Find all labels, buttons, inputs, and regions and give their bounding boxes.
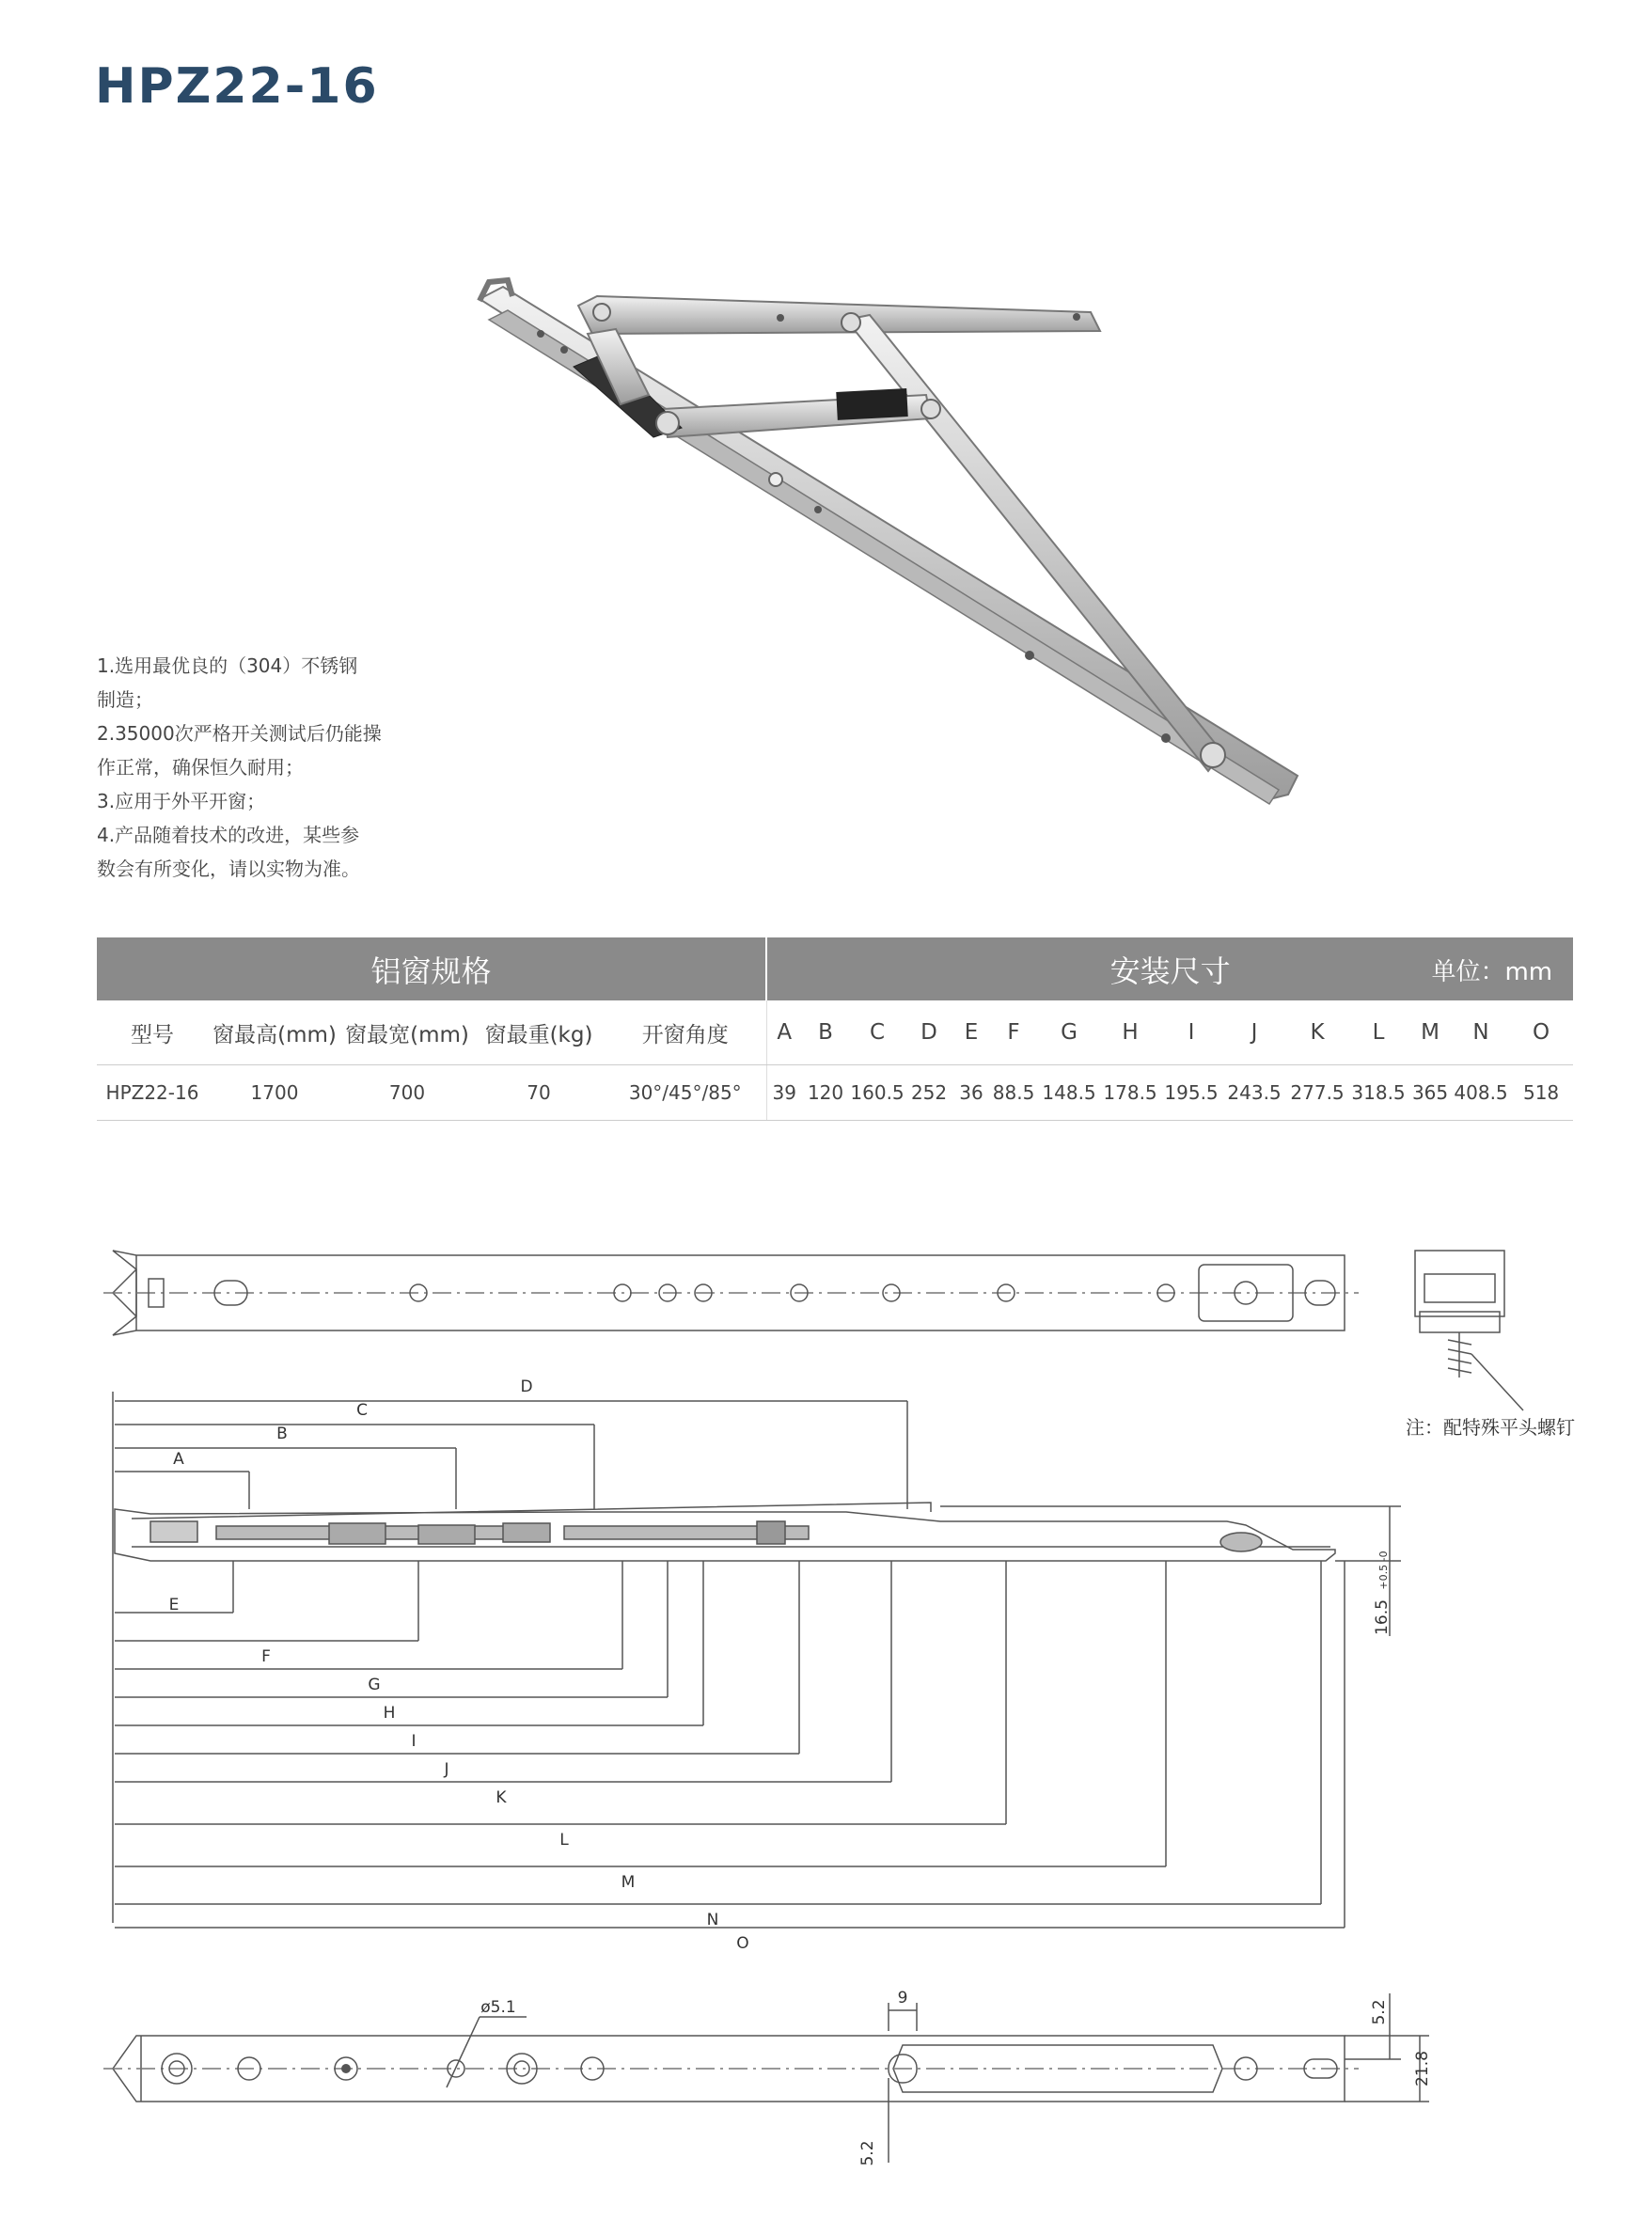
product-photo — [451, 263, 1316, 827]
table-cell: 700 — [341, 1065, 473, 1121]
table-cell: HPZ22-16 — [97, 1065, 208, 1121]
black-slider — [836, 388, 907, 420]
thickness-label: 16.5 — [1373, 1599, 1392, 1635]
column-header: G — [1037, 1000, 1101, 1065]
dim-label: M — [621, 1873, 636, 1892]
table-cell: 243.5 — [1223, 1065, 1285, 1121]
dim-label: C — [356, 1401, 368, 1420]
feature-item: 3.应用于外平开窗； — [97, 790, 266, 812]
column-header: B — [802, 1000, 849, 1065]
column-header: M — [1408, 1000, 1453, 1065]
table-cell: 30°/45°/85° — [605, 1065, 766, 1121]
column-header: N — [1453, 1000, 1509, 1065]
screw-note: 注：配特殊平头螺钉 — [1406, 1416, 1575, 1439]
thickness-tolerance: +0.5 -0 — [1377, 1551, 1390, 1590]
dim-label: K — [496, 1788, 507, 1807]
table-cell: 518 — [1509, 1065, 1573, 1121]
table-row — [97, 1065, 1573, 1121]
table-cell: 39 — [766, 1065, 802, 1121]
group-right-header — [766, 937, 1573, 1000]
dim-label: B — [276, 1425, 288, 1443]
feature-item: 2.35000次严格开关测试后仍能操 作正常，确保恒久耐用； — [97, 722, 382, 779]
end-section-view — [1415, 1251, 1504, 1316]
dim-label: J — [444, 1760, 449, 1779]
table-cell: 70 — [473, 1065, 605, 1121]
feature-item: 1.选用最优良的（304）不锈钢 制造； — [97, 654, 358, 711]
top-arm — [578, 296, 1100, 334]
slot-label: 9 — [897, 1989, 908, 2007]
table-cell: 1700 — [208, 1065, 341, 1121]
column-header: I — [1159, 1000, 1223, 1065]
column-header: E — [952, 1000, 990, 1065]
dim-label: D — [520, 1378, 533, 1396]
column-header: O — [1509, 1000, 1573, 1065]
column-header: 窗最宽(mm) — [341, 1000, 473, 1065]
column-header: 窗最高(mm) — [208, 1000, 341, 1065]
group-right-label: 安装尺寸 — [1109, 953, 1231, 989]
table-cell: 408.5 — [1453, 1065, 1509, 1121]
column-header: 型号 — [97, 1000, 208, 1065]
dim-label: G — [368, 1676, 381, 1694]
dim-label: N — [706, 1911, 719, 1929]
width-label: 21.8 — [1413, 2051, 1432, 2086]
column-header: 开窗角度 — [605, 1000, 766, 1065]
dim-label: H — [383, 1704, 396, 1723]
product-title: HPZ22-16 — [95, 58, 379, 115]
column-header: J — [1223, 1000, 1285, 1065]
spec-table — [97, 937, 1573, 1121]
table-cell: 195.5 — [1159, 1065, 1223, 1121]
group-left-header: 铝窗规格 — [97, 937, 766, 1000]
hole-label: ø5.1 — [480, 1998, 516, 2017]
column-header: K — [1285, 1000, 1349, 1065]
table-cell: 148.5 — [1037, 1065, 1101, 1121]
column-header: H — [1101, 1000, 1159, 1065]
dim-label: A — [173, 1450, 184, 1469]
dim-label: I — [411, 1732, 417, 1751]
column-header: D — [905, 1000, 952, 1065]
column-header: 窗最重(kg) — [473, 1000, 605, 1065]
column-header: F — [990, 1000, 1037, 1065]
dim-label: L — [559, 1831, 569, 1850]
feature-item: 4.产品随着技术的改进，某些参 数会有所变化，请以实物为准。 — [97, 824, 360, 880]
unit-label: 单位：mm — [1431, 958, 1553, 986]
top-offset-label: 5.2 — [1370, 1999, 1389, 2025]
table-cell: 178.5 — [1101, 1065, 1159, 1121]
column-header: A — [766, 1000, 802, 1065]
table-cell: 365 — [1408, 1065, 1453, 1121]
column-header: L — [1349, 1000, 1408, 1065]
table-cell: 160.5 — [849, 1065, 905, 1121]
table-cell: 120 — [802, 1065, 849, 1121]
column-header: C — [849, 1000, 905, 1065]
technical-drawing — [0, 1222, 1652, 2200]
bottom-offset-label: 5.2 — [858, 2140, 877, 2166]
feature-list — [97, 649, 435, 886]
table-cell: 36 — [952, 1065, 990, 1121]
dim-label: O — [736, 1934, 749, 1953]
header-row — [97, 1000, 1573, 1065]
table-cell: 88.5 — [990, 1065, 1037, 1121]
dim-label: F — [261, 1647, 271, 1666]
table-cell: 318.5 — [1349, 1065, 1408, 1121]
dim-label: E — [168, 1596, 180, 1614]
table-cell: 252 — [905, 1065, 952, 1121]
table-cell: 277.5 — [1285, 1065, 1349, 1121]
